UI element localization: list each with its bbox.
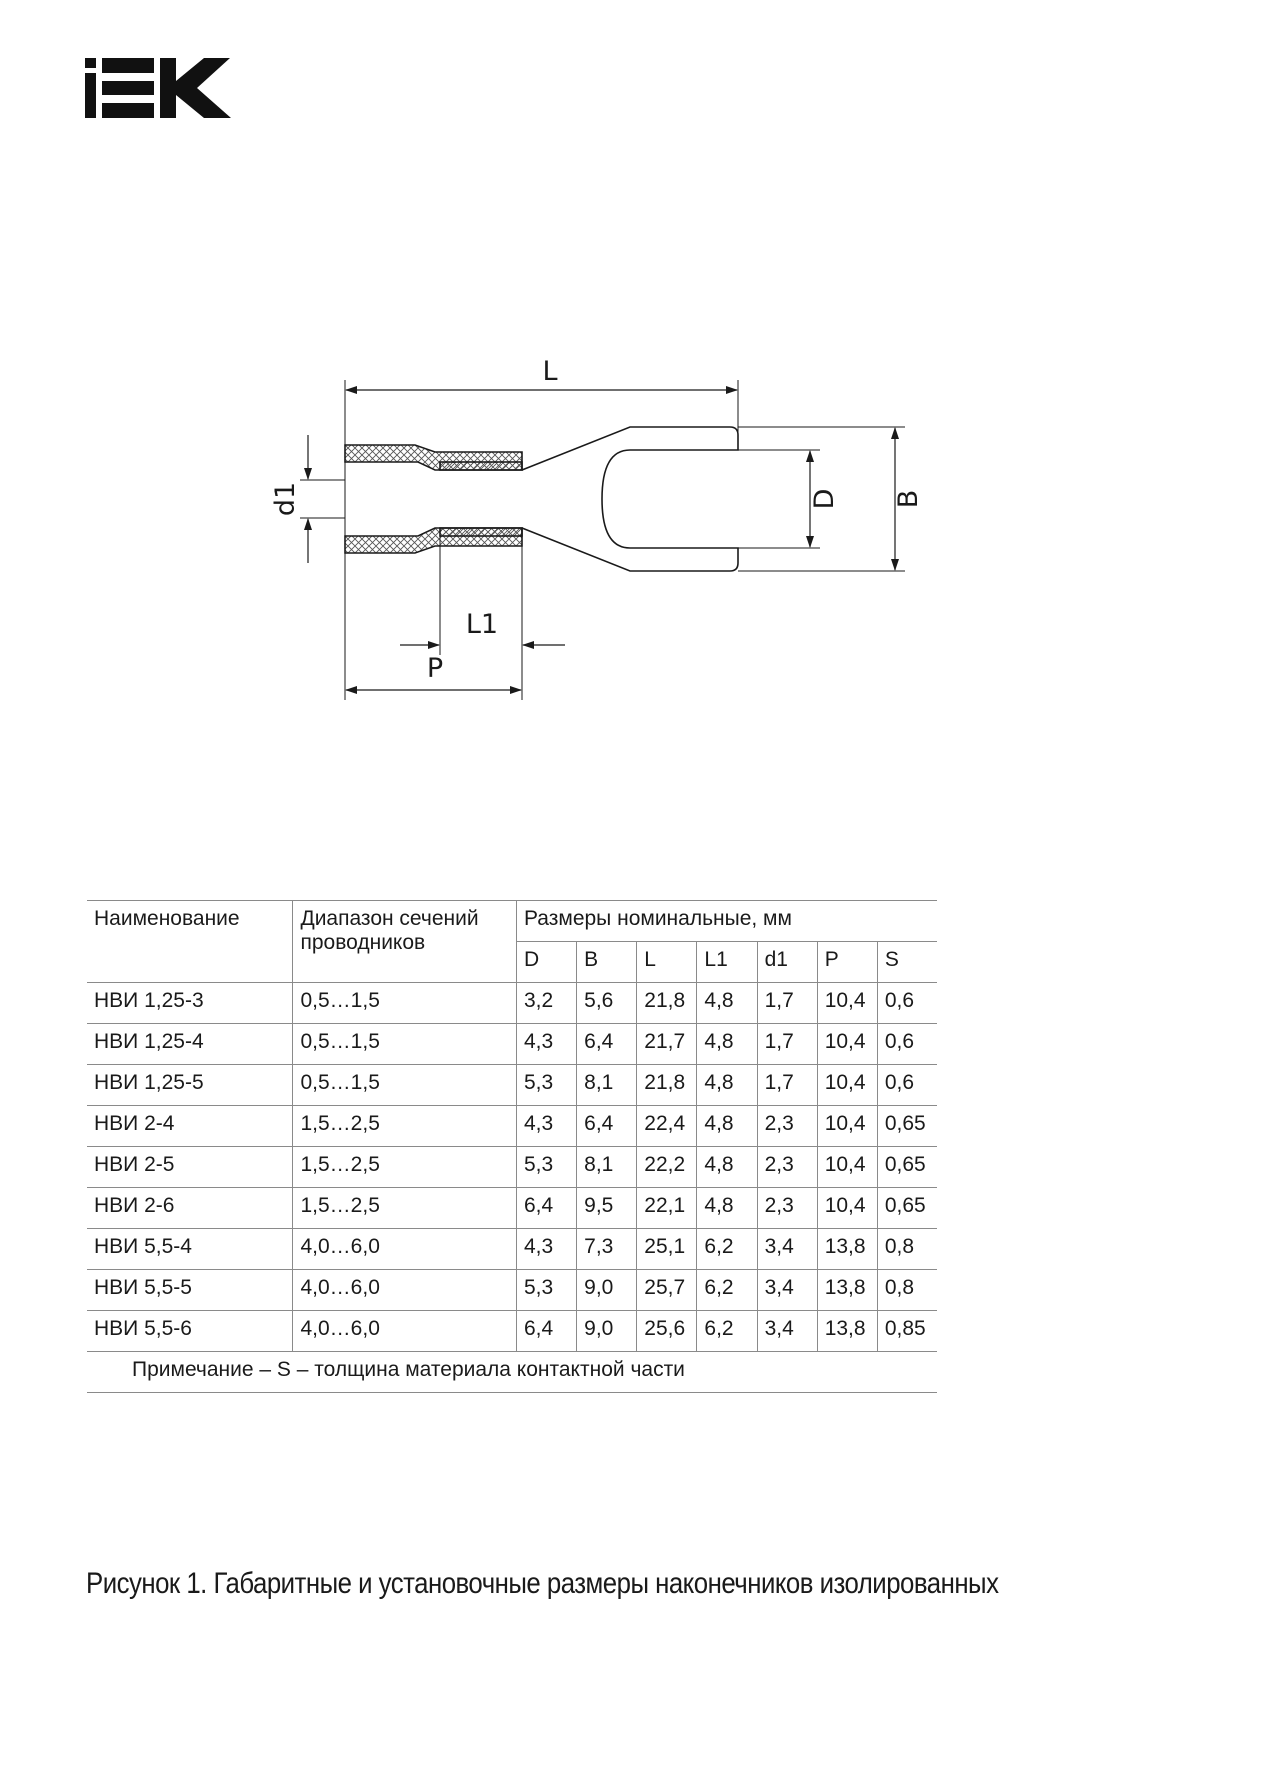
cell-l1: 4,8: [697, 983, 757, 1024]
cell-b: 5,6: [577, 983, 637, 1024]
cell-range: 1,5…2,5: [293, 1106, 517, 1147]
table-row: [87, 1270, 937, 1311]
cell-l: 25,6: [637, 1311, 697, 1352]
header-col: P: [817, 942, 877, 983]
cell-l: 21,8: [637, 983, 697, 1024]
cell-range: 4,0…6,0: [293, 1270, 517, 1311]
table-row: [87, 983, 937, 1024]
cell-range: 1,5…2,5: [293, 1188, 517, 1229]
cell-name: НВИ 1,25-3: [87, 983, 293, 1024]
cell-p: 13,8: [817, 1270, 877, 1311]
cell-s: 0,85: [877, 1311, 937, 1352]
header-range: Диапазон сечений проводников: [293, 901, 517, 983]
cell-l1: 6,2: [697, 1270, 757, 1311]
cell-l: 25,1: [637, 1229, 697, 1270]
terminal-drawing: [250, 350, 970, 720]
cell-s: 0,65: [877, 1188, 937, 1229]
cell-d1: 1,7: [757, 1065, 817, 1106]
cell-s: 0,6: [877, 1024, 937, 1065]
dim-label-P: P: [426, 653, 444, 684]
cell-name: НВИ 1,25-4: [87, 1024, 293, 1065]
cell-d1: 3,4: [757, 1229, 817, 1270]
cell-b: 8,1: [577, 1065, 637, 1106]
cell-l: 22,2: [637, 1147, 697, 1188]
spec-table: [87, 900, 937, 1393]
header-name: Наименование: [87, 901, 293, 983]
cell-d: 5,3: [517, 1270, 577, 1311]
header-col: L: [637, 942, 697, 983]
cell-d: 5,3: [517, 1147, 577, 1188]
cell-s: 0,65: [877, 1147, 937, 1188]
cell-b: 6,4: [577, 1024, 637, 1065]
cell-p: 10,4: [817, 1024, 877, 1065]
cell-l1: 4,8: [697, 1147, 757, 1188]
cell-d1: 2,3: [757, 1188, 817, 1229]
cell-d: 5,3: [517, 1065, 577, 1106]
dim-label-L: L: [542, 356, 558, 387]
cell-b: 6,4: [577, 1106, 637, 1147]
cell-p: 10,4: [817, 983, 877, 1024]
header-col: S: [877, 942, 937, 983]
cell-d1: 3,4: [757, 1311, 817, 1352]
cell-d: 6,4: [517, 1311, 577, 1352]
cell-p: 10,4: [817, 1106, 877, 1147]
cell-p: 10,4: [817, 1188, 877, 1229]
cell-range: 0,5…1,5: [293, 1065, 517, 1106]
cell-d1: 1,7: [757, 1024, 817, 1065]
cell-d: 4,3: [517, 1229, 577, 1270]
cell-b: 9,0: [577, 1270, 637, 1311]
header-col: D: [517, 942, 577, 983]
table-row: [87, 1065, 937, 1106]
table-row: [87, 1188, 937, 1229]
dim-label-L1: L1: [465, 609, 499, 640]
cell-range: 1,5…2,5: [293, 1147, 517, 1188]
dim-label-d1: d1: [270, 481, 301, 517]
cell-d: 3,2: [517, 983, 577, 1024]
cell-range: 0,5…1,5: [293, 983, 517, 1024]
header-col: L1: [697, 942, 757, 983]
table-row: [87, 1106, 937, 1147]
cell-p: 10,4: [817, 1065, 877, 1106]
cell-name: НВИ 5,5-5: [87, 1270, 293, 1311]
cell-l: 22,1: [637, 1188, 697, 1229]
cell-d: 4,3: [517, 1024, 577, 1065]
cell-l1: 4,8: [697, 1106, 757, 1147]
cell-d1: 3,4: [757, 1270, 817, 1311]
cell-name: НВИ 5,5-4: [87, 1229, 293, 1270]
header-col: B: [577, 942, 637, 983]
cell-p: 10,4: [817, 1147, 877, 1188]
cell-range: 4,0…6,0: [293, 1229, 517, 1270]
cell-name: НВИ 2-5: [87, 1147, 293, 1188]
figure-caption: Рисунок 1. Габаритные и установочные размеры наконечников изолированных: [86, 1567, 999, 1600]
table-note: Примечание – S – толщина материала контактной части: [87, 1352, 937, 1393]
cell-d: 6,4: [517, 1188, 577, 1229]
table-row: [87, 1229, 937, 1270]
cell-s: 0,6: [877, 1065, 937, 1106]
cell-s: 0,8: [877, 1270, 937, 1311]
cell-d1: 2,3: [757, 1147, 817, 1188]
cell-l1: 6,2: [697, 1311, 757, 1352]
table-note-row: [87, 1352, 937, 1393]
cell-name: НВИ 1,25-5: [87, 1065, 293, 1106]
cell-d1: 1,7: [757, 983, 817, 1024]
header-dimensions: Размеры номинальные, мм: [517, 901, 938, 942]
cell-range: 0,5…1,5: [293, 1024, 517, 1065]
cell-b: 8,1: [577, 1147, 637, 1188]
cell-b: 7,3: [577, 1229, 637, 1270]
cell-s: 0,65: [877, 1106, 937, 1147]
cell-s: 0,8: [877, 1229, 937, 1270]
header-col: d1: [757, 942, 817, 983]
cell-d1: 2,3: [757, 1106, 817, 1147]
cell-name: НВИ 5,5-6: [87, 1311, 293, 1352]
table-row: [87, 1311, 937, 1352]
cell-l1: 4,8: [697, 1065, 757, 1106]
dim-label-D: D: [809, 488, 840, 510]
cell-l: 21,8: [637, 1065, 697, 1106]
cell-name: НВИ 2-4: [87, 1106, 293, 1147]
cell-b: 9,5: [577, 1188, 637, 1229]
cell-range: 4,0…6,0: [293, 1311, 517, 1352]
table-row: [87, 1147, 937, 1188]
cell-name: НВИ 2-6: [87, 1188, 293, 1229]
cell-s: 0,6: [877, 983, 937, 1024]
cell-p: 13,8: [817, 1229, 877, 1270]
cell-l: 22,4: [637, 1106, 697, 1147]
table-row: [87, 1024, 937, 1065]
cell-p: 13,8: [817, 1311, 877, 1352]
dim-label-B: B: [893, 489, 924, 509]
cell-l: 21,7: [637, 1024, 697, 1065]
cell-l1: 6,2: [697, 1229, 757, 1270]
cell-l1: 4,8: [697, 1188, 757, 1229]
cell-l1: 4,8: [697, 1024, 757, 1065]
iek-logo: [85, 58, 235, 118]
cell-l: 25,7: [637, 1270, 697, 1311]
cell-b: 9,0: [577, 1311, 637, 1352]
cell-d: 4,3: [517, 1106, 577, 1147]
